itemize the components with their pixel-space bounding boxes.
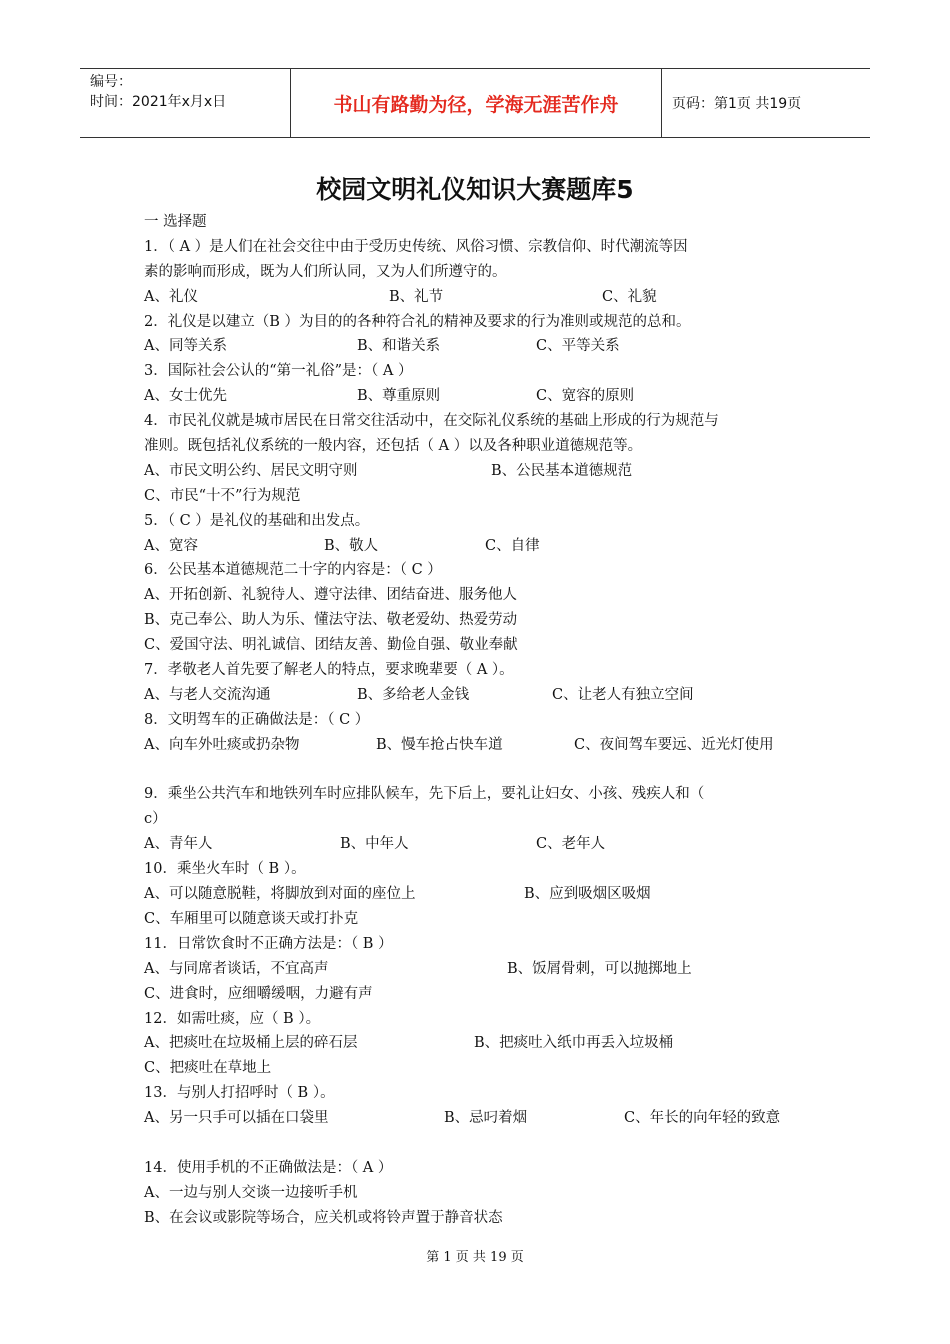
line-text: C、车厢里可以随意谈天或打扑克	[144, 910, 359, 927]
text-line	[144, 957, 810, 982]
question-list	[144, 210, 810, 1231]
option-text: B、应到吸烟区吸烟	[524, 886, 651, 903]
option-text: A、市民文明公约、居民文明守则	[144, 462, 358, 479]
line-text: 2．礼仪是以建立（B ）为目的的各种符合礼的精神及要求的行为准则或规范的总和。	[144, 313, 691, 330]
header-motto: 书山有路勤为径，学海无涯苦作舟	[291, 69, 662, 137]
option-text: A、可以随意脱鞋，将脚放到对面的座位上	[144, 886, 416, 903]
text-line	[144, 733, 810, 758]
line-text: 7．孝敬老人首先要了解老人的特点，要求晚辈要（ A ）。	[144, 662, 514, 679]
option-text: B、饭屑骨刺，可以抛掷地上	[507, 960, 692, 977]
line-text: 12．如需吐痰，应（ B ）。	[144, 1010, 321, 1027]
text-line	[144, 1031, 810, 1056]
option-text: C、礼貌	[602, 288, 657, 305]
header-meta	[80, 69, 291, 137]
text-line	[144, 658, 810, 683]
line-text: 4．市民礼仪就是城市居民在日常交往活动中，在交际礼仪系统的基础上形成的行为规范与	[144, 413, 719, 430]
line-text: C、把痰吐在草地上	[144, 1060, 272, 1077]
option-text: C、自律	[485, 537, 540, 554]
text-line	[144, 558, 810, 583]
option-text: A、女士优先	[144, 388, 227, 405]
option-text: A、向车外吐痰或扔杂物	[144, 736, 300, 753]
option-text: A、同等关系	[144, 338, 227, 355]
text-line	[144, 633, 810, 658]
option-text: B、把痰吐入纸巾再丢入垃圾桶	[474, 1035, 674, 1052]
document-title: 校园文明礼仪知识大赛题库5	[316, 175, 634, 204]
option-text: B、公民基本道德规范	[491, 462, 633, 479]
option-text: C、年长的向年轻的致意	[624, 1110, 781, 1127]
text-line	[144, 1081, 810, 1106]
text-line	[144, 782, 810, 807]
page-header	[80, 68, 870, 138]
line-text: A、开拓创新、礼貌待人、遵守法律、团结奋进、服务他人	[144, 587, 517, 604]
line-text: 准则。既包括礼仪系统的一般内容，还包括（ A ）以及各种职业道德规范等。	[144, 438, 643, 455]
line-text: 1．（ A ）是人们在社会交往中由于受历史传统、风俗习惯、宗教信仰、时代潮流等因	[144, 238, 688, 255]
text-line	[144, 235, 810, 260]
line-text: 9．乘坐公共汽车和地铁列车时应排队候车，先下后上，要礼让妇女、小孩、残疾人和（	[144, 786, 705, 803]
option-text: A、与老人交流沟通	[144, 686, 271, 703]
option-text: A、礼仪	[144, 288, 198, 305]
option-text: A、青年人	[144, 836, 213, 853]
line-text: 10．乘坐火车时（ B ）。	[144, 861, 306, 878]
line-text: 6．公民基本道德规范二十字的内容是：（ C ）	[144, 562, 442, 579]
text-line	[144, 832, 810, 857]
text-line	[144, 409, 810, 434]
option-text: C、夜间驾车要远、近光灯使用	[574, 736, 774, 753]
line-text: 5．（ C ）是礼仪的基础和出发点。	[144, 512, 370, 529]
text-line	[144, 683, 810, 708]
line-text: C、市民“十不”行为规范	[144, 487, 301, 504]
line-text: A、一边与别人交谈一边接听手机	[144, 1184, 358, 1201]
option-text: C、老年人	[536, 836, 606, 853]
option-text: A、与同席者谈话，不宜高声	[144, 960, 329, 977]
text-line	[144, 534, 810, 559]
text-line	[144, 857, 810, 882]
text-line	[144, 583, 810, 608]
text-line	[144, 907, 810, 932]
time-label: 时间：2021年x月x日	[90, 94, 227, 110]
number-label: 编号：	[90, 74, 132, 90]
line-text: 8．文明驾车的正确做法是：（ C ）	[144, 711, 370, 728]
text-line	[144, 484, 810, 509]
option-text: B、慢车抢占快车道	[376, 736, 503, 753]
blank-line	[144, 758, 810, 783]
text-line	[144, 1181, 810, 1206]
text-line	[144, 982, 810, 1007]
text-line	[144, 1156, 810, 1181]
text-line	[144, 459, 810, 484]
option-text: A、宽容	[144, 537, 198, 554]
line-text: 13．与别人打招呼时（ B ）。	[144, 1085, 335, 1102]
option-text: B、尊重原则	[357, 388, 441, 405]
line-text: 11．日常饮食时不正确方法是：（ B ）	[144, 935, 393, 952]
blank-line	[144, 1131, 810, 1156]
text-line	[144, 260, 810, 285]
text-line	[144, 310, 810, 335]
option-text: B、敬人	[324, 537, 379, 554]
option-text: A、把痰吐在垃圾桶上层的碎石层	[144, 1035, 358, 1052]
line-text: C、进食时，应细嚼缓咽，力避有声	[144, 985, 373, 1002]
line-text: 素的影响而形成，既为人们所认同，又为人们所遵守的。	[144, 263, 507, 280]
option-text: C、宽容的原则	[536, 388, 635, 405]
text-line	[144, 1007, 810, 1032]
line-text: 3．国际社会公认的“第一礼俗”是：（ A ）	[144, 363, 413, 380]
header-page-info: 页码：第1页 共19页	[672, 96, 802, 112]
option-text: B、多给老人金钱	[357, 686, 470, 703]
text-line	[144, 1056, 810, 1081]
line-text: 14．使用手机的不正确做法是：（ A ）	[144, 1159, 393, 1176]
text-line	[144, 434, 810, 459]
option-text: C、平等关系	[536, 338, 620, 355]
text-line	[144, 708, 810, 733]
text-line	[144, 608, 810, 633]
line-text: c）	[144, 811, 167, 828]
line-text: B、在会议或影院等场合，应关机或将铃声置于静音状态	[144, 1209, 503, 1226]
option-text: B、忌叼着烟	[444, 1110, 528, 1127]
option-text: C、让老人有独立空间	[552, 686, 694, 703]
text-line	[144, 359, 810, 384]
text-line	[144, 509, 810, 534]
text-line	[144, 384, 810, 409]
line-text: B、克己奉公、助人为乐、懂法守法、敬老爱幼、热爱劳动	[144, 612, 518, 629]
option-text: A、另一只手可以插在口袋里	[144, 1110, 329, 1127]
text-line	[144, 1106, 810, 1131]
option-text: B、中年人	[340, 836, 409, 853]
option-text: B、和谐关系	[357, 338, 441, 355]
text-line	[144, 882, 810, 907]
line-text: C、爱国守法、明礼诚信、团结友善、勤俭自强、敬业奉献	[144, 637, 518, 654]
text-line	[144, 932, 810, 957]
text-line	[144, 285, 810, 310]
text-line	[144, 210, 810, 235]
page-footer: 第 1 页 共 19 页	[426, 1250, 524, 1265]
line-text: 一 选择题	[144, 214, 207, 230]
text-line	[144, 1206, 810, 1231]
text-line	[144, 334, 810, 359]
option-text: B、礼节	[389, 288, 444, 305]
text-line	[144, 807, 810, 832]
